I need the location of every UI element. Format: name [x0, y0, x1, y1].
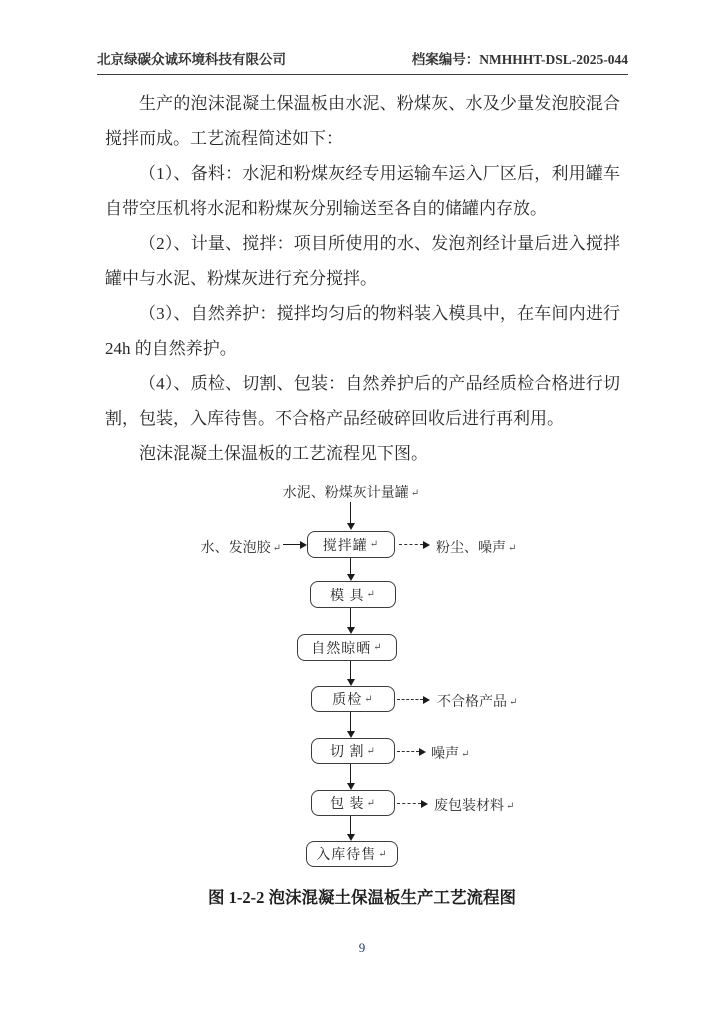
return-mark-icon: ↵ — [508, 543, 517, 554]
flow-node-mold: 模 具 ↵ — [310, 581, 396, 608]
return-mark-icon: ↵ — [364, 693, 374, 705]
body-text — [105, 86, 620, 471]
flow-node-quality-check: 质检 ↵ — [311, 686, 395, 712]
flow-node-natural-drying: 自然晾晒 ↵ — [297, 634, 397, 661]
output-label-rejected-products: 不合格产品 ↵ — [437, 695, 518, 710]
return-mark-icon: ↵ — [373, 642, 383, 653]
return-mark-icon: ↵ — [509, 697, 518, 708]
company-name: 北京绿碳众诚环境科技有限公司 — [97, 52, 286, 67]
return-mark-icon: ↵ — [366, 745, 376, 757]
paragraph-figure-ref: 泡沫混凝土保温板的工艺流程见下图。 — [139, 444, 428, 463]
page-number: 9 — [358, 940, 366, 955]
return-mark-icon: ↵ — [366, 797, 376, 809]
paragraph-step1: （1）、备料：水泥和粉煤灰经专用运输车运入厂区后，利用罐车自带空压机将水泥和粉煤灰分别输送至各自的储罐内存放。 — [105, 164, 620, 218]
dashed-arrow-right-icon — [397, 695, 430, 704]
arrow-down-icon — [346, 558, 355, 581]
paragraph-step2: （2）、计量、搅拌：项目所使用的水、发泡剂经计量后进入搅拌罐中与水泥、粉煤灰进行充分搅拌。 — [105, 234, 620, 288]
flow-node-mixing-tank: 搅拌罐 ↵ — [307, 531, 395, 558]
flow-source-label: 水泥、粉煤灰计量罐 ↵ — [282, 486, 420, 501]
dashed-arrow-right-icon — [399, 540, 430, 549]
dashed-arrow-right-icon — [397, 747, 426, 756]
paragraph-intro: 生产的泡沫混凝土保温板由水泥、粉煤灰、水及少量发泡胶混合搅拌而成。工艺流程简述如下： — [105, 94, 620, 148]
output-label-dust-noise: 粉尘、噪声 ↵ — [436, 541, 517, 556]
output-label-waste-packaging: 废包装材料 ↵ — [434, 799, 515, 814]
return-mark-icon: ↵ — [366, 589, 376, 600]
input-label-water-foaming-agent: 水、发泡胶 ↵ — [200, 541, 281, 556]
return-mark-icon: ↵ — [461, 749, 470, 760]
arrow-right-icon — [283, 540, 307, 549]
arrow-down-icon — [346, 502, 355, 530]
flow-node-warehouse: 入库待售 ↵ — [306, 841, 398, 867]
arrow-down-icon — [346, 661, 355, 686]
arrow-down-icon — [346, 764, 355, 790]
archive-number: 档案编号：NMHHHT-DSL-2025-044 — [411, 52, 628, 67]
return-mark-icon: ↵ — [410, 488, 420, 499]
output-label-noise: 噪声 ↵ — [431, 747, 470, 762]
paragraph-step4: （4）、质检、切割、包装：自然养护后的产品经质检合格进行切割，包装，入库待售。不合格产品经破碎回收后进行再利用。 — [105, 374, 620, 428]
flow-node-packaging: 包 装 ↵ — [311, 790, 395, 816]
return-mark-icon: ↵ — [378, 848, 388, 860]
return-mark-icon: ↵ — [272, 543, 281, 554]
flow-node-cutting: 切 割 ↵ — [311, 738, 395, 764]
return-mark-icon: ↵ — [506, 801, 515, 812]
arrow-down-icon — [346, 712, 355, 738]
arrow-down-icon — [346, 608, 355, 634]
figure-caption: 图 1-2-2 泡沫混凝土保温板生产工艺流程图 — [208, 888, 516, 907]
paragraph-step3: （3）、自然养护：搅拌均匀后的物料装入模具中，在车间内进行 24h 的自然养护。 — [105, 304, 620, 358]
arrow-down-icon — [346, 816, 355, 841]
process-flowchart — [0, 478, 724, 872]
dashed-arrow-right-icon — [397, 799, 428, 808]
return-mark-icon: ↵ — [369, 539, 380, 550]
page-header — [97, 48, 628, 75]
